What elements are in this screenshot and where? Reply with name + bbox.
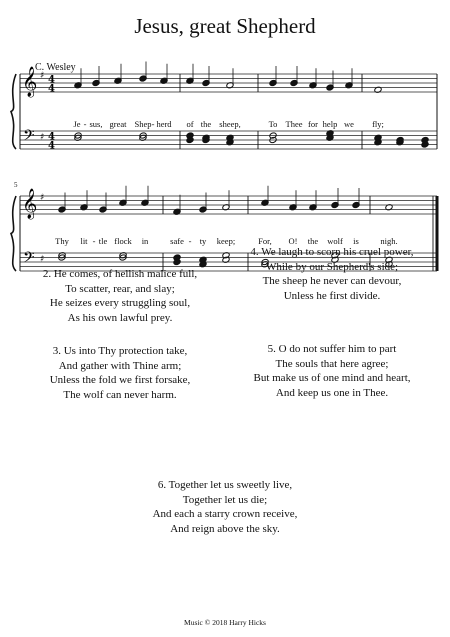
time-signature-denominator: 4	[48, 83, 55, 95]
lyric-syllable: To	[268, 119, 278, 129]
lyric-syllable: herd	[156, 119, 172, 129]
lyricist-credit: C. Wesley	[35, 62, 76, 73]
verse-line: 4. We laugh to scorn his cruel power,	[250, 246, 414, 258]
verse-line: 2. He comes, of hellish malice full,	[42, 268, 198, 280]
verse-2	[20, 267, 220, 325]
bass-clef: 𝄢	[23, 127, 35, 148]
lyric-hyphen: -	[151, 119, 155, 129]
lyric-syllable: Thy	[55, 236, 69, 246]
lyric-syllable: Je	[73, 119, 81, 129]
score-system-1	[0, 58, 450, 168]
verse-line: The souls that here agree;	[275, 357, 389, 370]
verse-line: As his own lawful prey.	[67, 311, 173, 324]
lyric-syllable: keep;	[216, 236, 236, 246]
hymn-title: Jesus, great Shepherd	[134, 14, 316, 38]
verse-5	[232, 342, 432, 400]
key-signature-sharp: ♯	[40, 254, 45, 265]
verse-line: And gather with Thine arm;	[58, 359, 182, 372]
lyric-syllable: Thee	[285, 119, 303, 129]
lyric-syllable: help	[322, 119, 338, 129]
verse-line: To scatter, rear, and slay;	[65, 282, 175, 295]
lyric-syllable: tle	[98, 236, 108, 246]
verse-line: And each a starry crown receive,	[152, 508, 298, 520]
lyric-syllable: O!	[288, 236, 298, 246]
lyric-syllable: the	[307, 236, 319, 246]
lyric-syllable: wolf	[327, 236, 343, 246]
verse-4	[232, 245, 432, 303]
verse-line: He seizes every struggling soul,	[49, 297, 191, 309]
verse-line: 5. O do not suffer him to part	[267, 343, 397, 355]
brace	[11, 74, 16, 149]
lyric-syllable: in	[141, 236, 149, 246]
verse-line: 6. Together let us sweetly live,	[157, 479, 293, 491]
lyric-syllable: Shep	[134, 119, 152, 129]
lyric-syllable: lit	[80, 236, 88, 246]
lyric-syllable: of	[186, 119, 194, 129]
bass-clef: 𝄢	[23, 249, 35, 270]
key-signature-sharp: ♯	[40, 71, 45, 81]
lyric-syllable: fly;	[372, 119, 384, 129]
verse-line: Unless he first divide.	[283, 289, 381, 302]
verse-line: Unless the fold we first forsake,	[49, 374, 191, 386]
lyric-hyphen: -	[83, 119, 87, 129]
lyric-hyphen: -	[188, 236, 192, 246]
key-signature-sharp: ♯	[40, 193, 45, 203]
lyric-syllable: for	[308, 119, 318, 129]
treble-clef: 𝄞	[22, 189, 38, 219]
lyric-syllable: ty	[199, 236, 207, 246]
copyright-notice: Music © 2018 Harry Hicks	[184, 618, 266, 627]
lyric-syllable: we	[344, 119, 354, 129]
lyric-syllable: sus,	[89, 119, 103, 129]
time-signature-denominator: 4	[48, 140, 55, 152]
key-signature-sharp: ♯	[40, 132, 45, 143]
verse-3	[20, 344, 220, 402]
verse-line: And keep us one in Thee.	[275, 386, 389, 399]
lyric-syllable: is	[353, 236, 359, 246]
brace	[11, 196, 16, 271]
verse-line: While by our Shepherd's side;	[265, 260, 399, 273]
lyric-syllable: sheep,	[219, 119, 241, 129]
verse-line: The sheep he never can devour,	[262, 275, 402, 287]
measure-number: 5	[14, 181, 18, 189]
time-signature-numerator: 4	[48, 131, 55, 143]
time-signature-numerator: 4	[48, 74, 55, 86]
lyric-syllable: flock	[114, 236, 132, 246]
lyric-syllable: safe	[170, 236, 184, 246]
lyric-syllable: the	[200, 119, 212, 129]
verse-line: Together let us die;	[182, 493, 268, 506]
verse-6	[115, 478, 335, 536]
verse-line: The wolf can never harm.	[63, 388, 177, 401]
verse-line: 3. Us into Thy protection take,	[52, 345, 188, 357]
lyric-syllable: nigh.	[380, 236, 398, 246]
verse-line: But make us of one mind and heart,	[253, 372, 411, 384]
verse-line: And reign above the sky.	[170, 522, 280, 535]
lyric-hyphen: -	[92, 236, 96, 246]
lyric-syllable: great	[109, 119, 127, 129]
lyric-syllable: For,	[258, 236, 272, 246]
treble-clef: 𝄞	[22, 67, 38, 97]
